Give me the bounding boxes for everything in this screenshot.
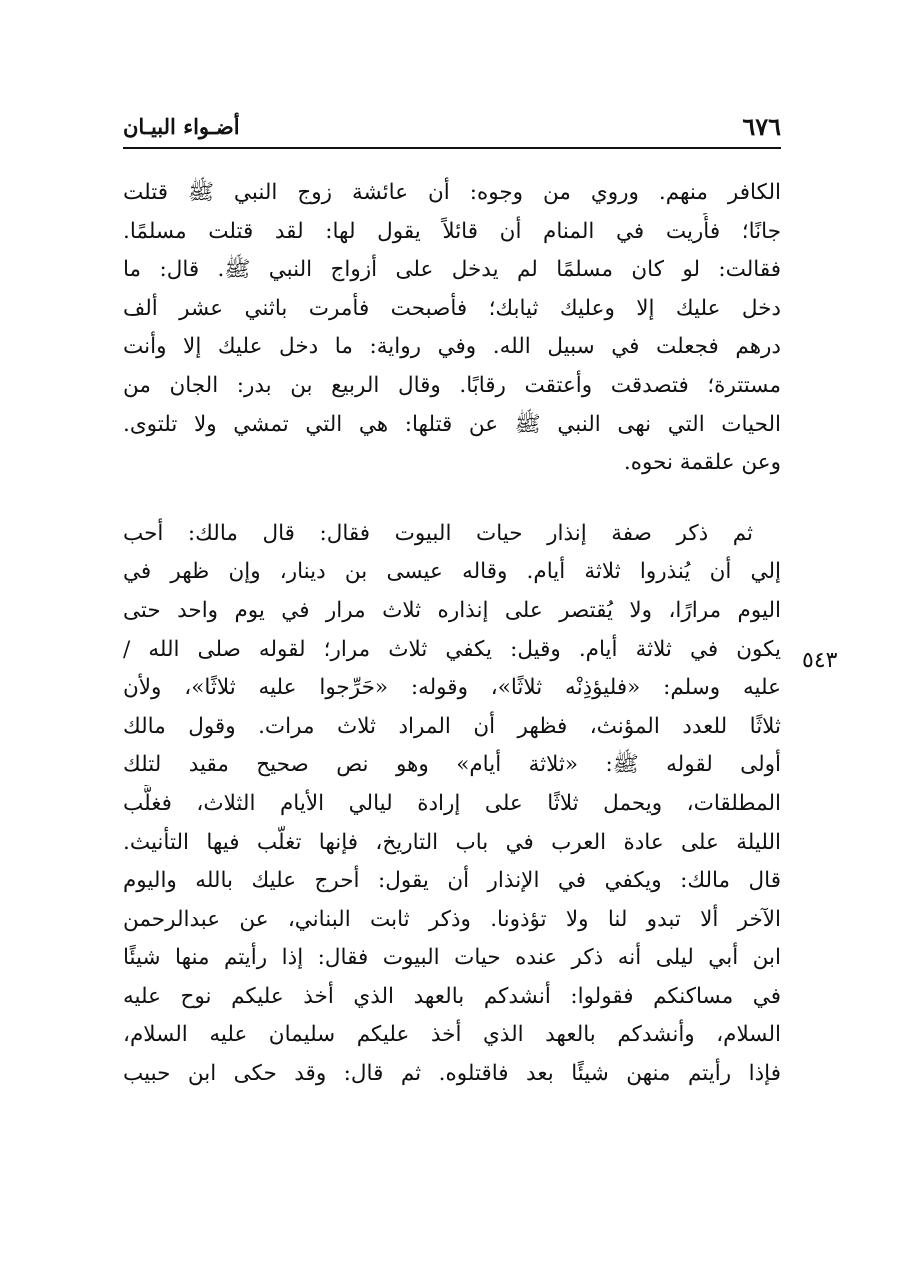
- text-line: جانًا؛ فأُريت في المنام أن قائلاً يقول لها: لقد قتلت مسلمًا.: [123, 218, 781, 244]
- text-line: مستترة؛ فتصدقت وأعتقت رقابًا. وقال الربيع بن بدر: الجان من: [123, 372, 781, 398]
- text-line: ثم ذكر صفة إنذار حيات البيوت فقال: قال مالك: أحب: [123, 520, 753, 546]
- text-line: الآخر ألا تبدو لنا ولا تؤذونا. وذكر ثابت البناني، عن عبدالرحمن: [123, 906, 781, 932]
- text-line: الكافر منهم. وروي من وجوه: أن عائشة زوج النبي ﷺ قتلت: [123, 180, 781, 205]
- text-line: المطلقات، ويحمل ثلاثًا على إرادة ليالي الأيام الثلاث، فغلَّب: [123, 790, 781, 816]
- text-line: يكون في ثلاثة أيام. وقيل: يكفي ثلاث مرار؛ لقوله صلى الله /: [123, 636, 781, 662]
- text-line: فإذا رأيتم منهن شيئًا بعد فاقتلوه. ثم قال: وقد حكى ابن حبيب: [123, 1061, 781, 1087]
- body-text: [123, 174, 781, 1094]
- text-line: عليه وسلم: «فليؤذِنْه ثلاثًا»، وقوله: «حَرِّجوا عليه ثلاثًا»، ولأن: [123, 675, 781, 701]
- text-line: الحيات التي نهى النبي ﷺ عن قتلها: هي التي تمشي ولا تلتوى.: [123, 411, 781, 437]
- text-line: وعن علقمة نحوه.: [623, 450, 781, 476]
- text-line: أولى لقوله ﷺ: «ثلاثة أيام» وهو نص صحيح مقيد لتلك: [123, 752, 781, 778]
- text-line: قال مالك: ويكفي في الإنذار أن يقول: أحرج عليك بالله واليوم: [123, 868, 781, 894]
- margin-page-reference: ٥٤٣: [802, 648, 838, 673]
- text-line: في مساكنكم فقولوا: أنشدكم بالعهد الذي أخذ عليكم نوح عليه: [123, 983, 781, 1009]
- text-line: فقالت: لو كان مسلمًا لم يدخل على أزواج النبي ﷺ. قال: ما: [123, 257, 781, 283]
- text-line: السلام، وأنشدكم بالعهد الذي أخذ عليكم سليمان عليه السلام،: [123, 1022, 781, 1048]
- text-line: إلي أن يُنذروا ثلاثة أيام. وقاله عيسى بن دينار، وإن ظهر في: [123, 559, 781, 585]
- running-header: [123, 112, 781, 144]
- text-line: ثلاثًا للعدد المؤنث، فظهر أن المراد ثلاث مرات. وقول مالك: [123, 713, 781, 739]
- text-line: درهم فجعلت في سبيل الله. وفي رواية: ما دخل عليك إلا وأنت: [123, 334, 781, 360]
- paragraph: [123, 515, 781, 1094]
- text-line: اليوم مرارًا، ولا يُقتصر على إنذاره ثلاث مرار في يوم واحد حتى: [123, 597, 781, 623]
- text-line: دخل عليك إلا وعليك ثيابك؛ فأصبحت فأمرت باثني عشر ألف: [123, 295, 781, 321]
- paragraph: [123, 174, 781, 483]
- book-title: أضـواء البيـان: [123, 114, 240, 139]
- paragraph-gap: [123, 483, 781, 515]
- text-line: الليلة على عادة العرب في باب التاريخ، فإنها تغلّب فيها التأنيث.: [123, 829, 781, 855]
- page-number: ٦٧٦: [742, 112, 781, 141]
- header-rule: [123, 147, 781, 149]
- text-line: ابن أبي ليلى أنه ذكر عنده حيات البيوت فقال: إذا رأيتم منها شيئًا: [123, 945, 781, 971]
